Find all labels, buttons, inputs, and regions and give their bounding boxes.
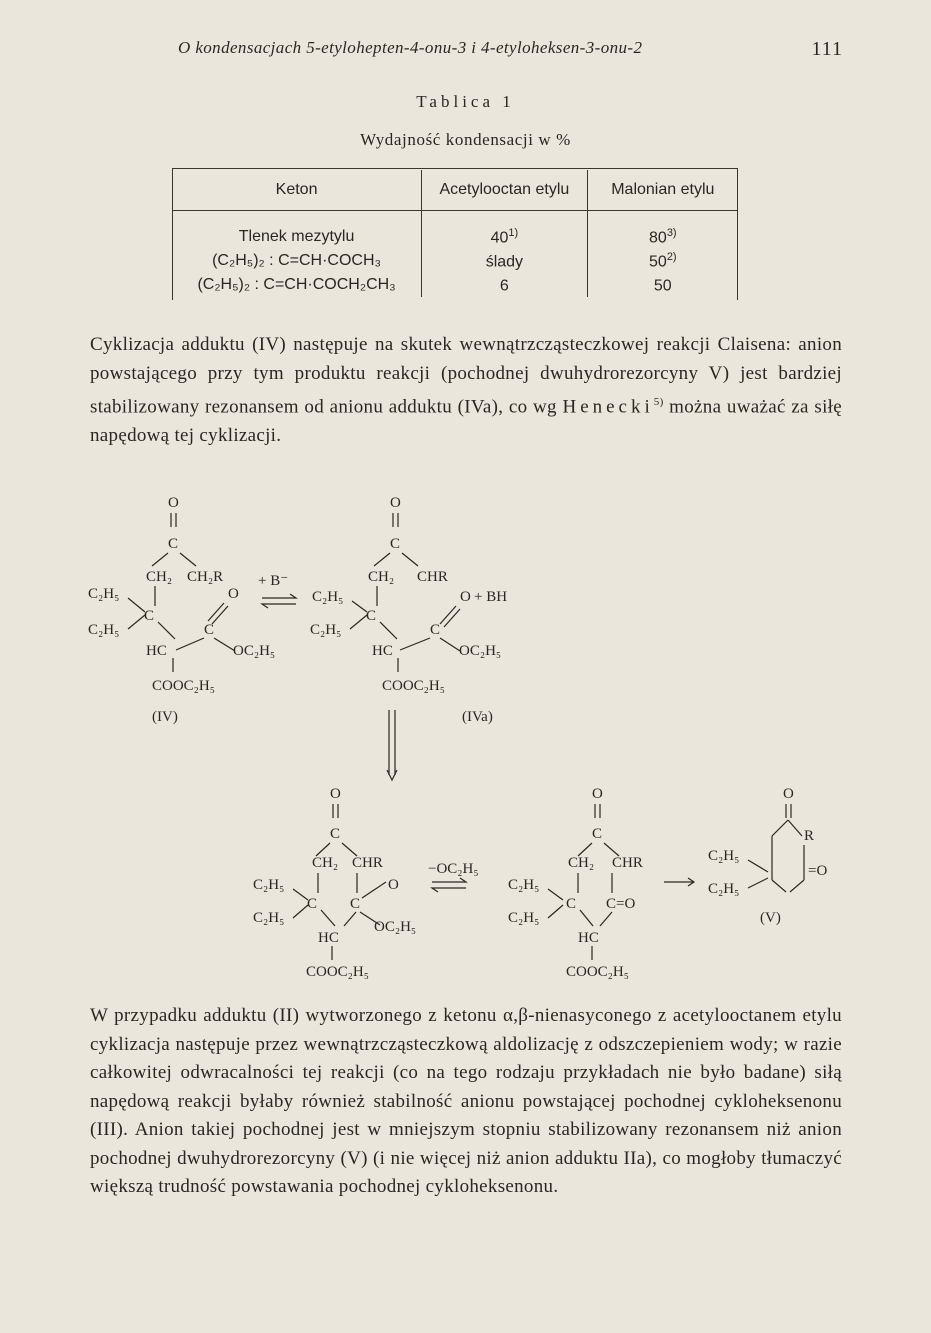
svg-text:OC₂H₅: OC₂H₅	[459, 643, 502, 659]
paragraph-aldolization: W przypadku adduktu (II) wytworzonego z ketonu α,β-nienasyconego z acetylooctanem etylu cyklizacja następuje przez wewnątrzcząsteczkową aldolizację z odszczepieniem wody; w razie całkowitej odwracalności tej reakcji (co na tego rodzaju przykładach nie było badane) siłą napędową reakcji byłaby również stabilność anionu powstającej pochodnej cykloheksenonu (III). Anion takiej pochodnej jest w mniejszym stopniu stabilizowany rezonansem niż anion pochodnej dwuhydrorezorcyny (V) (i nie więcej niż anion adduktu IIa), co mogłoby tłumaczyć większą trudność powstawania pochodnej cykloheksenonu.	[90, 1005, 842, 1197]
svg-text:(IV): (IV)	[152, 709, 178, 725]
structure-V	[708, 786, 827, 926]
svg-text:=O: =O	[808, 863, 828, 879]
svg-text:C₂H₅: C₂H₅	[508, 877, 540, 893]
svg-text:CH₂: CH₂	[368, 569, 395, 585]
column-header: Keton	[172, 170, 422, 211]
paragraph-cyclization: Cyklizacja adduktu (IV) następuje na skutek wewnątrzcząsteczkowej reakcji Claisena: anion powstającego przy tym produktu reakcji (pochodnej dwuhydrorezorcyny V) jest bardziej stabilizowany rezonansem od anionu adduktu (IVa), co wg Henecki$^{5)}$ można uważać za siłę napędową tej cyklizacji.	[90, 334, 842, 447]
svg-text:CHR: CHR	[612, 855, 643, 871]
svg-text:C: C	[390, 536, 401, 552]
svg-text:C₂H₅: C₂H₅	[708, 881, 740, 897]
svg-text:COOC₂H₅: COOC₂H₅	[566, 964, 629, 980]
svg-text:C: C	[307, 896, 318, 912]
svg-text:C: C	[168, 536, 179, 552]
svg-text:C₂H₅: C₂H₅	[708, 848, 740, 864]
svg-text:C₂H₅: C₂H₅	[253, 910, 285, 926]
table-cell: 80$^{3)}$	[587, 211, 738, 250]
structure-intermediate	[253, 786, 416, 980]
svg-text:C₂H₅: C₂H₅	[253, 877, 285, 893]
svg-text:C₂H₅: C₂H₅	[88, 622, 120, 638]
svg-text:CH₂: CH₂	[568, 855, 595, 871]
page-number: 111	[811, 38, 843, 60]
svg-text:CHR: CHR	[352, 855, 383, 871]
svg-text:HC: HC	[146, 643, 167, 659]
svg-text:O: O	[390, 495, 401, 511]
svg-text:COOC₂H₅: COOC₂H₅	[382, 678, 445, 694]
svg-text:HC: HC	[578, 930, 599, 946]
svg-text:O: O	[388, 877, 399, 893]
svg-text:R: R	[804, 828, 815, 844]
svg-text:C₂H₅: C₂H₅	[310, 622, 342, 638]
svg-text:+ B⁻: + B⁻	[258, 573, 289, 589]
svg-text:OC₂H₅: OC₂H₅	[233, 643, 276, 659]
svg-text:CH₂: CH₂	[312, 855, 339, 871]
svg-text:C₂H₅: C₂H₅	[312, 589, 344, 605]
table-cell: (C₂H₅)₂ : C=CH·COCH₃	[212, 252, 382, 269]
table-subtitle: Wydajność kondensacji w %	[360, 130, 571, 149]
svg-text:C: C	[204, 622, 215, 638]
svg-text:CH₂: CH₂	[146, 569, 173, 585]
author-name: Henecki	[562, 396, 654, 418]
table-title: Tablica 1	[416, 92, 515, 111]
table-cell: ślady	[422, 249, 587, 273]
svg-text:C: C	[566, 896, 577, 912]
running-title: O kondensacjach 5-etylohepten-4-onu-3 i 4-etyloheksen-3-onu-2	[178, 38, 643, 57]
table-cell: 50	[587, 273, 738, 297]
svg-text:−OC₂H₅: −OC₂H₅	[428, 861, 479, 877]
svg-text:C: C	[366, 608, 377, 624]
structure-cyclized	[508, 786, 643, 980]
svg-text:CHR: CHR	[417, 569, 448, 585]
structure-IVa	[310, 495, 507, 725]
svg-text:C: C	[430, 622, 441, 638]
svg-text:O: O	[168, 495, 179, 511]
structure-IV	[88, 495, 275, 725]
svg-text:C₂H₅: C₂H₅	[508, 910, 540, 926]
svg-text:C=O: C=O	[606, 896, 636, 912]
svg-text:COOC₂H₅: COOC₂H₅	[306, 964, 369, 980]
svg-text:HC: HC	[318, 930, 339, 946]
svg-text:COOC₂H₅: COOC₂H₅	[152, 678, 215, 694]
svg-text:(V): (V)	[760, 910, 781, 926]
svg-text:+ BH: + BH	[474, 589, 508, 605]
svg-text:C: C	[330, 826, 341, 842]
table-cell: 40$^{1)}$	[422, 211, 587, 250]
svg-text:C: C	[144, 608, 155, 624]
svg-text:CH₂R: CH₂R	[187, 569, 224, 585]
svg-text:C₂H₅: C₂H₅	[88, 586, 120, 602]
svg-text:O: O	[330, 786, 341, 802]
table-cell: 50$^{2)}$	[587, 249, 738, 273]
column-header: Malonian etylu	[587, 170, 738, 211]
svg-text:O: O	[592, 786, 603, 802]
svg-text:O: O	[460, 589, 471, 605]
table-cell: Tlenek mezytylu	[238, 228, 355, 245]
svg-text:O: O	[783, 786, 794, 802]
svg-text:OC₂H₅: OC₂H₅	[374, 919, 417, 935]
svg-text:HC: HC	[372, 643, 393, 659]
svg-text:C: C	[350, 896, 361, 912]
svg-text:(IVa): (IVa)	[462, 709, 493, 725]
svg-text:C: C	[592, 826, 603, 842]
table-cell: (C₂H₅)₂ : C=CH·COCH₂CH₃	[197, 276, 396, 293]
table-cell: 6	[422, 273, 587, 297]
column-header: Acetylooctan etylu	[422, 170, 587, 211]
svg-text:O: O	[228, 586, 239, 602]
